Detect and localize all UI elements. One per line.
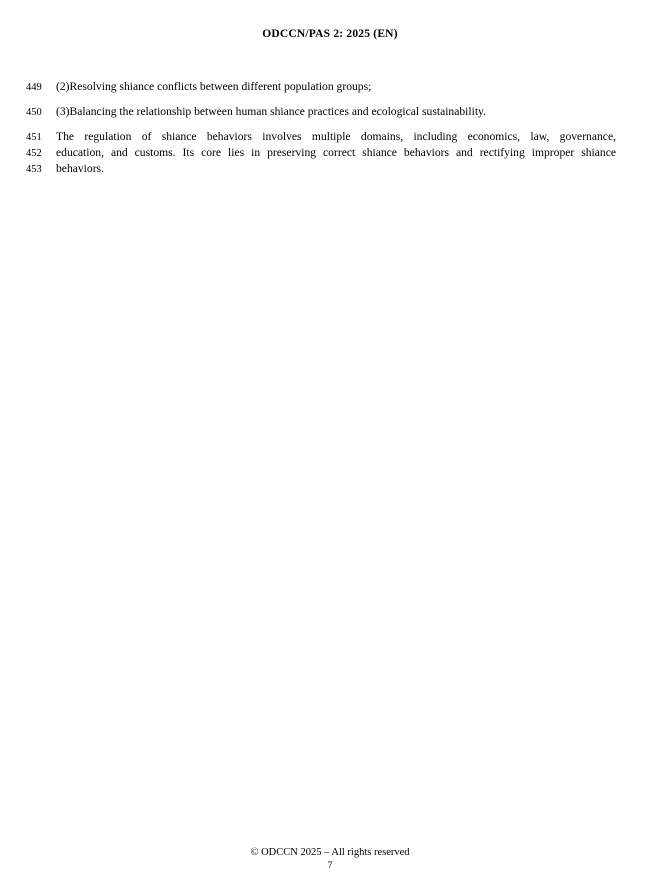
footer-copyright: © ODCCN 2025 – All rights reserved — [250, 847, 410, 858]
line-text: (3)Balancing the relationship between human shiance practices and ecological sustainability. — [56, 105, 486, 118]
line-number: 450 — [26, 106, 42, 118]
paragraph — [26, 104, 616, 120]
line-text: (2)Resolving shiance conflicts between different population groups; — [56, 80, 372, 93]
document-body — [26, 79, 616, 186]
line-number: 451 — [26, 131, 42, 143]
line-text: The regulation of shiance behaviors involves multiple domains, including economics, law, governance, — [56, 130, 616, 143]
numbered-line — [26, 145, 616, 161]
numbered-line — [26, 129, 616, 145]
paragraph — [26, 129, 616, 177]
line-text: education, and customs. Its core lies in preserving correct shiance behaviors and rectifying improper shiance — [56, 146, 616, 159]
footer-page-number: 7 — [327, 861, 333, 871]
line-number: 453 — [26, 163, 42, 175]
numbered-line — [26, 104, 616, 120]
line-text: behaviors. — [56, 162, 104, 175]
page-header: ODCCN/PAS 2: 2025 (EN) — [262, 28, 398, 40]
line-number: 452 — [26, 147, 42, 159]
numbered-line — [26, 79, 616, 95]
line-number: 449 — [26, 81, 42, 93]
paragraph — [26, 79, 616, 95]
numbered-line — [26, 161, 616, 177]
